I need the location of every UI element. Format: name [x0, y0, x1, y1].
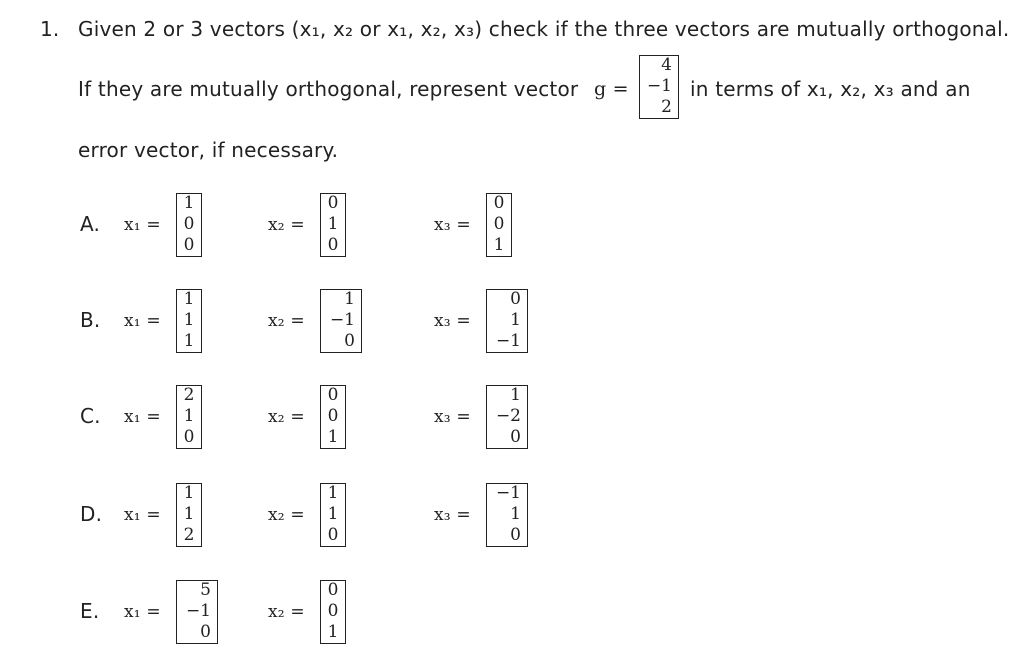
- vector-entry: 1: [510, 310, 521, 330]
- x3-symbol: x₃ =: [434, 215, 471, 235]
- option-a-x2-vector: [320, 193, 346, 257]
- vector-entry: 2: [183, 525, 195, 545]
- option-label: C.: [80, 404, 101, 428]
- vector-entry: 0: [200, 622, 211, 642]
- option-b-x1-vector: [176, 289, 202, 353]
- vector-entry: 1: [183, 483, 195, 503]
- vector-entry: −1: [646, 76, 672, 96]
- vector-entry: 1: [183, 331, 195, 351]
- vector-entry: 2: [661, 97, 672, 117]
- vector-entry: −1: [185, 601, 211, 621]
- vector-entry: 0: [327, 525, 339, 545]
- vector-entry: 0: [493, 214, 505, 234]
- option-d-x1-vector: [176, 483, 202, 547]
- vector-entry: 0: [183, 427, 195, 447]
- question-number: 1.: [40, 17, 60, 41]
- vector-entry: 0: [327, 235, 339, 255]
- vector-entry: 1: [510, 385, 521, 405]
- g-label: g =: [594, 78, 629, 100]
- vector-entry: 0: [510, 289, 521, 309]
- vector-entry: 1: [327, 622, 339, 642]
- option-b-x2-vector: [320, 289, 362, 353]
- option-a-x3-vector: [486, 193, 512, 257]
- x3-symbol: x₃ =: [434, 505, 471, 525]
- x2-symbol: x₂ =: [268, 602, 305, 622]
- x1-symbol: x₁ =: [124, 505, 161, 525]
- option-c-x3-vector: [486, 385, 528, 449]
- vector-entry: 0: [183, 214, 195, 234]
- vector-entry: 1: [344, 289, 355, 309]
- vector-entry: 0: [510, 525, 521, 545]
- vector-entry: 0: [327, 601, 339, 621]
- option-e-x1-vector: [176, 580, 218, 644]
- vector-entry: 1: [183, 193, 195, 213]
- vector-entry: 0: [493, 193, 505, 213]
- vector-entry: −2: [495, 406, 521, 426]
- vector-entry: −1: [329, 310, 355, 330]
- vector-entry: 1: [183, 406, 195, 426]
- option-e-x2-vector: [320, 580, 346, 644]
- option-d-x2-vector: [320, 483, 346, 547]
- vector-entry: −1: [495, 331, 521, 351]
- option-c-x2-vector: [320, 385, 346, 449]
- x3-symbol: x₃ =: [434, 311, 471, 331]
- x1-symbol: x₁ =: [124, 407, 161, 427]
- g-vector: [639, 55, 679, 119]
- vector-entry: 2: [183, 385, 195, 405]
- vector-entry: 0: [183, 235, 195, 255]
- option-c-x1-vector: [176, 385, 202, 449]
- vector-entry: 0: [510, 427, 521, 447]
- vector-entry: 0: [327, 580, 339, 600]
- vector-entry: 1: [327, 504, 339, 524]
- option-label: D.: [80, 502, 103, 526]
- vector-entry: 1: [183, 310, 195, 330]
- option-label: A.: [80, 212, 101, 236]
- option-a-x1-vector: [176, 193, 202, 257]
- vector-entry: 4: [661, 55, 672, 75]
- x1-symbol: x₁ =: [124, 215, 161, 235]
- option-label: B.: [80, 308, 101, 332]
- vector-entry: 1: [327, 427, 339, 447]
- x2-symbol: x₂ =: [268, 215, 305, 235]
- vector-entry: 0: [344, 331, 355, 351]
- x1-symbol: x₁ =: [124, 311, 161, 331]
- x1-symbol: x₁ =: [124, 602, 161, 622]
- question-line-3: error vector, if necessary.: [78, 138, 339, 162]
- vector-entry: 1: [510, 504, 521, 524]
- question-line-2-prefix: If they are mutually orthogonal, represent vector: [78, 77, 579, 101]
- vector-entry: 1: [327, 214, 339, 234]
- vector-entry: 1: [183, 289, 195, 309]
- vector-entry: −1: [495, 483, 521, 503]
- x2-symbol: x₂ =: [268, 311, 305, 331]
- option-d-x3-vector: [486, 483, 528, 547]
- vector-entry: 0: [327, 385, 339, 405]
- vector-entry: 1: [183, 504, 195, 524]
- option-b-x3-vector: [486, 289, 528, 353]
- x2-symbol: x₂ =: [268, 407, 305, 427]
- vector-entry: 1: [327, 483, 339, 503]
- vector-entry: 0: [327, 193, 339, 213]
- question-line-1: Given 2 or 3 vectors (x₁, x₂ or x₁, x₂, x₃) check if the three vectors are mutually orthogonal.: [78, 17, 1010, 41]
- option-label: E.: [80, 599, 100, 623]
- vector-entry: 1: [493, 235, 505, 255]
- vector-entry: 0: [327, 406, 339, 426]
- vector-entry: 5: [200, 580, 211, 600]
- question-line-2-suffix: in terms of x₁, x₂, x₃ and an: [690, 77, 971, 101]
- x2-symbol: x₂ =: [268, 505, 305, 525]
- x3-symbol: x₃ =: [434, 407, 471, 427]
